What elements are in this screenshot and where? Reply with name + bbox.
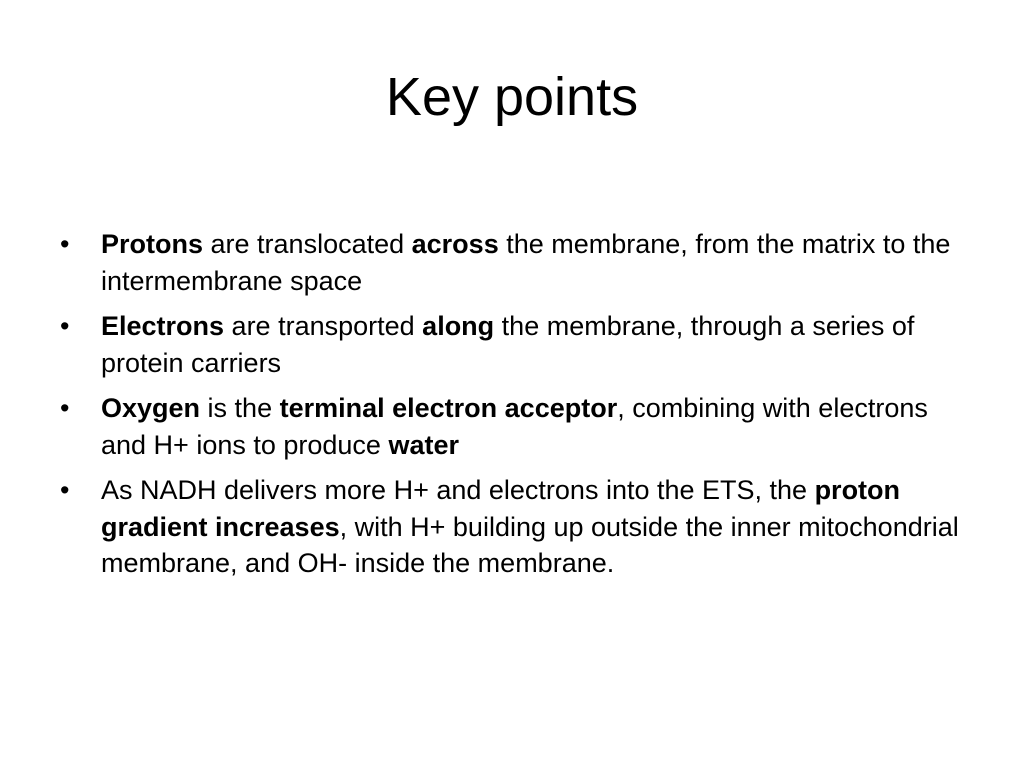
bullet-text-segment: the membrane, through a series of protein carriers bbox=[101, 311, 915, 378]
bullet-item-electrons bbox=[58, 308, 978, 381]
bullet-text-segment: is the bbox=[200, 393, 280, 423]
bullet-text-segment: the membrane, from the matrix to the intermembrane space bbox=[101, 229, 951, 296]
bullet-item-protons bbox=[58, 226, 978, 299]
bullet-text-segment: along bbox=[422, 311, 495, 341]
bullet-text-segment: are translocated bbox=[203, 229, 412, 259]
bullet-text-segment: Protons bbox=[101, 229, 204, 259]
bullet-text-segment: are transported bbox=[224, 311, 423, 341]
bullet-text-segment: terminal electron acceptor bbox=[279, 393, 618, 423]
bullet-marker-icon: • bbox=[60, 229, 70, 259]
bullet-text-segment: water bbox=[388, 429, 459, 460]
bullet-text-segment: across bbox=[411, 229, 499, 259]
bullet-marker-icon: • bbox=[60, 311, 70, 341]
bullet-marker-icon: • bbox=[60, 475, 70, 505]
bullet-text-segment: proton gradient increases bbox=[101, 475, 901, 542]
bullet-list bbox=[58, 226, 978, 591]
bullet-item-oxygen bbox=[58, 390, 978, 463]
bullet-text-segment: , combining with electrons and H+ ions to produce bbox=[101, 393, 928, 460]
bullet-marker-icon: • bbox=[60, 393, 70, 423]
bullet-item-nadh bbox=[58, 472, 978, 582]
slide-title: Key points bbox=[385, 67, 639, 127]
bullet-text-segment: Electrons bbox=[101, 311, 225, 341]
bullet-text-segment: Oxygen bbox=[101, 393, 201, 423]
bullet-text-segment: As NADH delivers more H+ and electrons into the ETS, the bbox=[101, 475, 815, 505]
bullet-text-segment: , with H+ building up outside the inner mitochondrial membrane, and OH- inside the membrane. bbox=[101, 511, 959, 578]
